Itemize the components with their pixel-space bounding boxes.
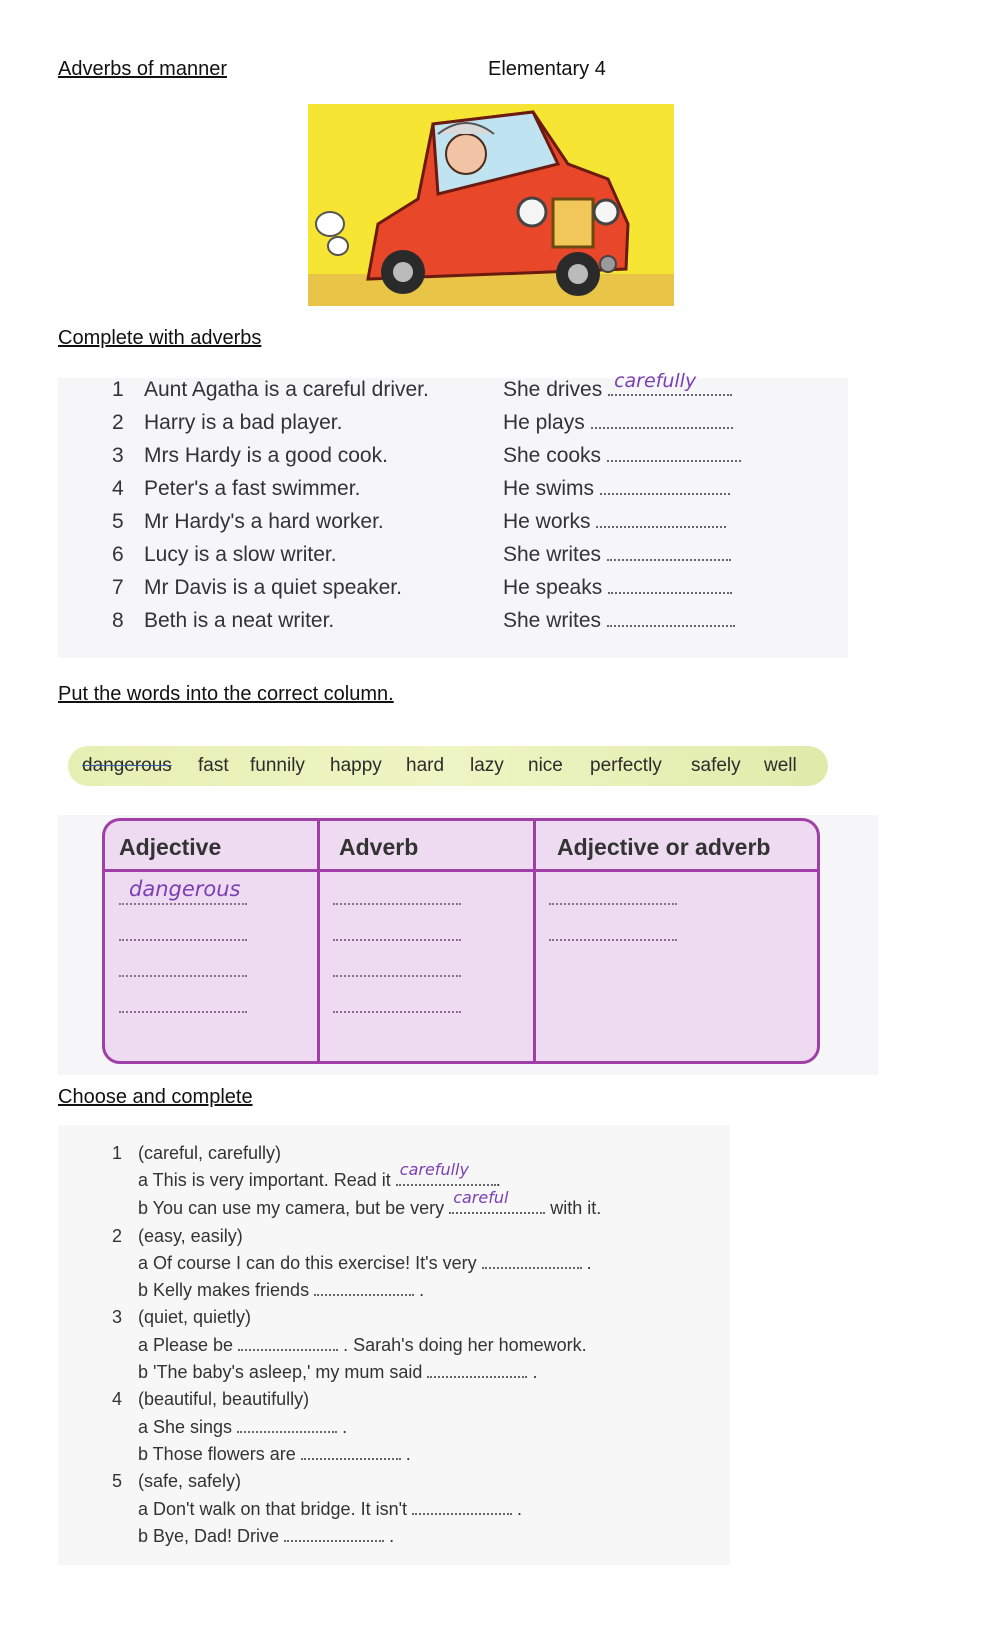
section2-heading: Put the words into the correct column. bbox=[58, 683, 394, 705]
word-chip[interactable]: lazy bbox=[470, 755, 504, 776]
word-chip[interactable]: well bbox=[764, 755, 797, 776]
sentence-a-end: . bbox=[517, 1499, 523, 1519]
item-stem-text: She writes bbox=[503, 543, 602, 566]
answer-blank[interactable] bbox=[549, 903, 677, 905]
item-stem-text: He speaks bbox=[503, 576, 603, 599]
group-number: 4 bbox=[112, 1389, 123, 1409]
word-bank bbox=[68, 746, 828, 786]
answer-blank[interactable] bbox=[427, 1362, 527, 1378]
answer-blank[interactable] bbox=[412, 1499, 512, 1515]
group-number: 2 bbox=[112, 1226, 123, 1246]
sentence-a-text: a Of course I can do this exercise! It's very bbox=[138, 1253, 477, 1273]
answer-blank[interactable] bbox=[449, 1188, 545, 1214]
answer-blank[interactable] bbox=[284, 1526, 384, 1542]
group-number: 1 bbox=[112, 1143, 123, 1163]
word-chip[interactable]: perfectly bbox=[590, 755, 662, 776]
group-number: 3 bbox=[112, 1307, 123, 1327]
exercise1-row bbox=[58, 510, 848, 540]
item-stem-text: He works bbox=[503, 510, 591, 533]
exercise1-panel bbox=[58, 370, 848, 658]
item-sentence: Lucy is a slow writer. bbox=[144, 543, 337, 566]
item-stem-text: He plays bbox=[503, 411, 585, 434]
answer-blank[interactable] bbox=[608, 370, 732, 396]
handwritten-answer: dangerous bbox=[129, 877, 241, 901]
item-sentence: Mrs Hardy is a good cook. bbox=[144, 444, 388, 467]
item-number: 8 bbox=[112, 609, 124, 632]
answer-blank[interactable] bbox=[591, 413, 733, 429]
word-chip[interactable]: safely bbox=[691, 755, 741, 776]
exercise1-row bbox=[58, 609, 848, 639]
sentence-b bbox=[138, 1188, 602, 1219]
item-number: 3 bbox=[112, 444, 124, 467]
answer-blank[interactable] bbox=[238, 1335, 338, 1351]
column-header-adjective: Adjective bbox=[119, 834, 222, 860]
section3-heading: Choose and complete bbox=[58, 1086, 253, 1108]
column-divider bbox=[533, 821, 536, 1061]
item-number: 1 bbox=[112, 378, 124, 401]
item-stem bbox=[503, 576, 732, 600]
item-sentence: Aunt Agatha is a careful driver. bbox=[144, 378, 429, 401]
handwritten-answer: carefully bbox=[614, 370, 697, 392]
word-chip[interactable]: fast bbox=[198, 755, 229, 776]
item-stem-text: She cooks bbox=[503, 444, 602, 467]
answer-blank[interactable] bbox=[333, 1011, 461, 1013]
answer-blank[interactable] bbox=[333, 939, 461, 941]
sentence-b-end: . bbox=[389, 1526, 395, 1546]
sentence-b bbox=[138, 1444, 411, 1465]
group-options: (quiet, quietly) bbox=[138, 1307, 252, 1327]
word-chip[interactable]: dangerous bbox=[82, 755, 172, 776]
sentence-a-end: . bbox=[586, 1253, 592, 1273]
item-number: 7 bbox=[112, 576, 124, 599]
exercise1-row bbox=[58, 477, 848, 507]
group-options: (careful, carefully) bbox=[138, 1143, 282, 1163]
column-header-adverb: Adverb bbox=[339, 834, 419, 860]
item-stem bbox=[503, 543, 731, 567]
sentence-b bbox=[138, 1526, 394, 1547]
sentence-b-text: b You can use my camera, but be very bbox=[138, 1198, 445, 1218]
item-sentence: Mr Davis is a quiet speaker. bbox=[144, 576, 402, 599]
item-stem-text: She drives bbox=[503, 378, 603, 401]
sentence-a bbox=[138, 1253, 592, 1274]
exercise1-row bbox=[58, 576, 848, 606]
sentence-b-end: . bbox=[419, 1280, 425, 1300]
item-number: 4 bbox=[112, 477, 124, 500]
table-divider bbox=[105, 869, 817, 872]
item-stem bbox=[503, 609, 735, 633]
handwritten-answer: carefully bbox=[399, 1160, 469, 1179]
sentence-b bbox=[138, 1362, 537, 1383]
sentence-a-text: a She sings bbox=[138, 1417, 233, 1437]
word-chip[interactable]: funnily bbox=[250, 755, 305, 776]
sentence-a-text: a Please be bbox=[138, 1335, 234, 1355]
answer-blank[interactable] bbox=[333, 903, 461, 905]
sentence-a-end: . bbox=[342, 1417, 348, 1437]
answer-blank[interactable] bbox=[596, 512, 726, 528]
item-stem bbox=[503, 477, 730, 501]
answer-blank[interactable] bbox=[549, 939, 677, 941]
group-number: 5 bbox=[112, 1471, 123, 1491]
worksheet-title: Adverbs of manner bbox=[58, 58, 227, 80]
answer-blank[interactable] bbox=[482, 1253, 582, 1269]
item-stem-text: He swims bbox=[503, 477, 595, 500]
answer-blank[interactable] bbox=[314, 1280, 414, 1296]
answer-blank[interactable] bbox=[608, 578, 732, 594]
item-stem bbox=[503, 370, 732, 402]
answer-blank[interactable] bbox=[607, 611, 735, 627]
column-divider bbox=[317, 821, 320, 1061]
sentence-a-end: . Sarah's doing her homework. bbox=[343, 1335, 587, 1355]
section1-heading: Complete with adverbs bbox=[58, 327, 262, 349]
exercise3-panel bbox=[58, 1125, 730, 1565]
sentence-a bbox=[138, 1335, 587, 1356]
sentence-a bbox=[138, 1417, 347, 1438]
answer-blank[interactable] bbox=[607, 446, 741, 462]
item-sentence: Peter's a fast swimmer. bbox=[144, 477, 361, 500]
item-sentence: Mr Hardy's a hard worker. bbox=[144, 510, 384, 533]
item-sentence: Beth is a neat writer. bbox=[144, 609, 335, 632]
answer-blank[interactable] bbox=[119, 903, 247, 905]
sentence-a-text: a Don't walk on that bridge. It isn't bbox=[138, 1499, 408, 1519]
exercise1-row bbox=[58, 543, 848, 573]
item-stem bbox=[503, 444, 741, 468]
word-table bbox=[102, 818, 820, 1064]
answer-blank[interactable] bbox=[119, 939, 247, 941]
answer-blank[interactable] bbox=[119, 1011, 247, 1013]
answer-blank[interactable] bbox=[119, 975, 247, 977]
word-chip[interactable]: nice bbox=[528, 755, 563, 776]
item-number: 5 bbox=[112, 510, 124, 533]
item-stem bbox=[503, 510, 726, 534]
sentence-a-text: a This is very important. Read it bbox=[138, 1170, 391, 1190]
group-options: (safe, safely) bbox=[138, 1471, 242, 1491]
answer-blank[interactable] bbox=[396, 1160, 496, 1186]
item-number: 6 bbox=[112, 543, 124, 566]
sentence-a bbox=[138, 1160, 501, 1191]
item-sentence: Harry is a bad player. bbox=[144, 411, 343, 434]
word-chip[interactable]: hard bbox=[406, 755, 445, 776]
answer-blank[interactable] bbox=[607, 545, 731, 561]
handwritten-answer: careful bbox=[453, 1188, 509, 1207]
sentence-b-text: b Those flowers are bbox=[138, 1444, 296, 1464]
exercise1-row bbox=[58, 411, 848, 441]
sentence-a bbox=[138, 1499, 522, 1520]
answer-blank[interactable] bbox=[237, 1417, 337, 1433]
group-options: (beautiful, beautifully) bbox=[138, 1389, 310, 1409]
sentence-b-text: b Bye, Dad! Drive bbox=[138, 1526, 280, 1546]
word-chip[interactable]: happy bbox=[330, 755, 382, 776]
group-options: (easy, easily) bbox=[138, 1226, 243, 1246]
level-label: Elementary 4 bbox=[488, 58, 606, 80]
car-icon bbox=[308, 104, 674, 306]
column-header-adjective-or-adverb: Adjective or adverb bbox=[557, 834, 771, 860]
item-stem-text: She writes bbox=[503, 609, 602, 632]
answer-blank[interactable] bbox=[301, 1444, 401, 1460]
sentence-b-end: with it. bbox=[550, 1198, 602, 1218]
sentence-a-end: . bbox=[495, 1170, 501, 1190]
answer-blank[interactable] bbox=[600, 479, 730, 495]
sentence-b-end: . bbox=[405, 1444, 411, 1464]
sentence-b-text: b Kelly makes friends bbox=[138, 1280, 310, 1300]
exercise1-row bbox=[58, 444, 848, 474]
sentence-b bbox=[138, 1280, 424, 1301]
car-illustration bbox=[308, 104, 674, 306]
sentence-b-end: . bbox=[532, 1362, 538, 1382]
answer-blank[interactable] bbox=[333, 975, 461, 977]
sentence-b-text: b 'The baby's asleep,' my mum said bbox=[138, 1362, 423, 1382]
item-number: 2 bbox=[112, 411, 124, 434]
item-stem bbox=[503, 411, 733, 435]
exercise1-row bbox=[58, 370, 848, 408]
